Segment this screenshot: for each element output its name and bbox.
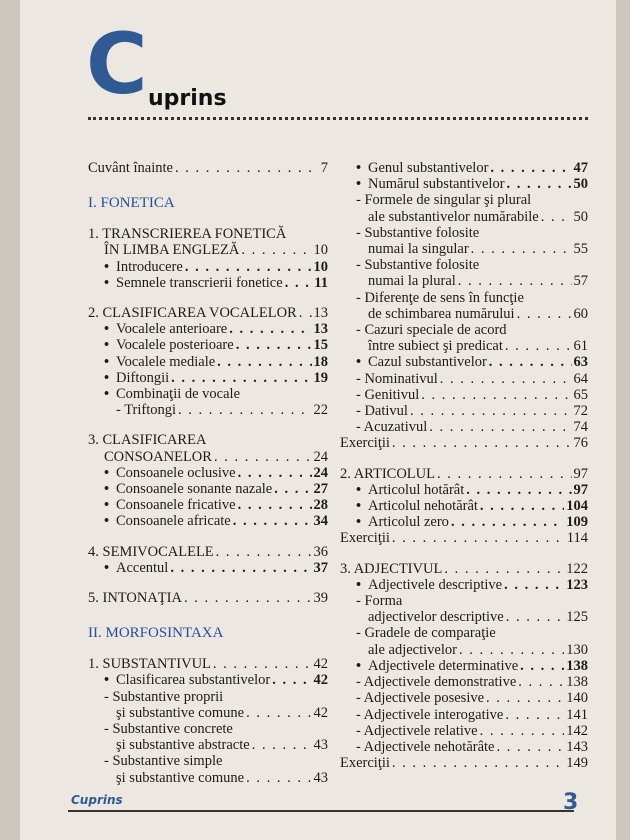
- dot-leader: [506, 609, 565, 625]
- toc-entry: [88, 672, 328, 688]
- toc-entry: [340, 658, 588, 674]
- toc-page-number: 138: [566, 674, 588, 691]
- toc-entry-text: între subiect şi predicat: [368, 338, 503, 355]
- toc-entry-text: Diftongii: [116, 369, 170, 386]
- toc-entry-text: Consoanele africate: [116, 513, 231, 530]
- toc-page-number: 43: [313, 769, 328, 786]
- toc-page-number: 57: [573, 273, 588, 290]
- toc-entry: [340, 354, 588, 370]
- toc-page-number: 11: [314, 274, 328, 291]
- toc-page-number: 138: [566, 657, 588, 674]
- toc-page-number: 109: [566, 514, 588, 531]
- toc-page-number: 130: [566, 641, 588, 658]
- dot-leader: [429, 419, 571, 435]
- toc-entry-text: 3. CLASIFICAREA: [88, 432, 207, 449]
- toc-entry: [340, 739, 588, 755]
- toc-entry-text: I. FONETICA: [88, 195, 175, 212]
- dot-leader: [185, 259, 312, 275]
- bullet-icon: •: [356, 657, 362, 674]
- running-title: Cuprins: [71, 793, 123, 807]
- dot-leader: [458, 273, 572, 289]
- bullet-icon: •: [104, 258, 110, 275]
- dot-leader: [392, 435, 572, 451]
- toc-entry: [88, 737, 328, 753]
- toc-entry-text: Semnele transcrierii fonetice: [116, 274, 283, 291]
- toc-page-number: 34: [313, 513, 328, 530]
- toc-entry-text: 1. SUBSTANTIVUL: [88, 656, 211, 673]
- toc-entry-text: - Adjectivele relative: [356, 722, 478, 739]
- toc-entry-text: Articolul zero: [368, 514, 449, 531]
- toc-entry: [88, 497, 328, 513]
- toc-page-number: 13: [313, 321, 328, 338]
- toc-page-number: 142: [566, 722, 588, 739]
- toc-entry: [340, 466, 588, 482]
- bullet-icon: •: [104, 481, 110, 498]
- dot-leader: [170, 560, 311, 576]
- book-page: [20, 0, 616, 840]
- dot-leader: [241, 242, 311, 258]
- bullet-icon: •: [356, 176, 362, 193]
- dot-leader: [214, 449, 312, 465]
- toc-entry: [340, 225, 588, 241]
- toc-entry: [340, 482, 588, 498]
- toc-entry: [340, 403, 588, 419]
- toc-entry: [88, 449, 328, 465]
- toc-left-column: [88, 160, 328, 786]
- toc-entry: [88, 432, 328, 448]
- toc-page-number: 76: [573, 435, 588, 452]
- toc-entry: [88, 337, 328, 353]
- toc-entry: [340, 273, 588, 289]
- toc-entry: [88, 402, 328, 418]
- bullet-icon: •: [356, 481, 362, 498]
- toc-page-number: 15: [313, 337, 328, 354]
- dot-leader: [213, 656, 312, 672]
- toc-entry-text: II. MORFOSINTAXA: [88, 625, 224, 642]
- toc-entry-text: - Adjectivele posesive: [356, 690, 485, 707]
- toc-entry-text: Clasificarea substantivelor: [116, 672, 271, 689]
- toc-page-number: 42: [313, 672, 328, 689]
- toc-entry-text: Vocalele posterioare: [116, 337, 234, 354]
- toc-entry: [88, 275, 328, 291]
- toc-page-number: 60: [573, 305, 588, 322]
- toc-entry-text: 2. CLASIFICAREA VOCALELOR: [88, 305, 297, 322]
- toc-entry: [88, 753, 328, 769]
- dot-leader: [421, 387, 571, 403]
- toc-page-number: 149: [566, 755, 588, 772]
- page-title: uprins: [148, 86, 227, 111]
- toc-entry-text: - Substantive proprii: [104, 688, 224, 705]
- dot-leader: [392, 530, 565, 546]
- dot-leader: [490, 160, 571, 176]
- toc-entry-text: Combinaţii de vocale: [116, 386, 241, 403]
- toc-entry-text: ÎN LIMBA ENGLEZĂ: [104, 242, 240, 259]
- dot-leader: [444, 561, 564, 577]
- toc-entry: [88, 194, 328, 212]
- toc-page-number: 65: [573, 386, 588, 403]
- bullet-icon: •: [356, 354, 362, 371]
- toc-entry: [340, 192, 588, 208]
- toc-entry-text: şi substantive abstracte: [116, 737, 250, 754]
- toc-entry: [88, 705, 328, 721]
- toc-entry-text: - Adjectivele demonstrative: [356, 674, 517, 691]
- toc-entry: [340, 209, 588, 225]
- toc-entry: [88, 624, 328, 642]
- toc-entry: [340, 530, 588, 546]
- dot-leader: [252, 737, 312, 753]
- bullet-icon: •: [356, 160, 362, 176]
- toc-entry: [340, 241, 588, 257]
- toc-entry-text: Exerciţii: [340, 755, 390, 772]
- toc-page-number: 43: [313, 737, 328, 754]
- toc-page-number: 63: [573, 354, 588, 371]
- toc-entry: [88, 160, 328, 176]
- title-dotted-rule: [88, 117, 588, 120]
- toc-page-number: 37: [313, 559, 328, 576]
- toc-entry-text: - Forma: [356, 593, 403, 610]
- dot-leader: [171, 370, 311, 386]
- toc-entry-text: adjectivelor descriptive: [368, 609, 504, 626]
- toc-entry-text: Articolul nehotărât: [368, 498, 478, 515]
- dot-leader: [507, 176, 572, 192]
- toc-page-number: 36: [313, 543, 328, 560]
- bullet-icon: •: [104, 274, 110, 291]
- toc-entry: [88, 560, 328, 576]
- dot-leader: [178, 402, 311, 418]
- page-number: 3: [563, 790, 579, 815]
- toc-entry-text: şi substantive comune: [116, 769, 245, 786]
- toc-entry-text: - Genitivul: [356, 386, 420, 403]
- toc-entry-text: Accentul: [116, 559, 169, 576]
- bullet-icon: •: [104, 464, 110, 481]
- toc-entry-text: CONSOANELOR: [104, 448, 212, 465]
- dot-leader: [233, 513, 312, 529]
- dot-leader: [518, 674, 564, 690]
- toc-entry-text: - Substantive folosite: [356, 224, 480, 241]
- toc-entry-text: - Adjectivele nehotărâte: [356, 738, 495, 755]
- toc-entry: [340, 176, 588, 192]
- toc-entry: [88, 321, 328, 337]
- toc-entry-text: Articolul hotărât: [368, 481, 465, 498]
- toc-entry: [88, 481, 328, 497]
- toc-page-number: 72: [573, 403, 588, 420]
- dot-leader: [246, 705, 311, 721]
- bullet-icon: •: [356, 576, 362, 593]
- toc-entry-text: Numărul substantivelor: [368, 176, 505, 193]
- dot-leader: [480, 498, 564, 514]
- toc-entry-text: 1. TRANSCRIEREA FONETICĂ: [88, 226, 287, 243]
- dot-leader: [471, 241, 572, 257]
- dot-leader: [238, 465, 312, 481]
- dot-leader: [217, 354, 311, 370]
- toc-entry-text: Exerciţii: [340, 435, 390, 452]
- toc-entry-text: 5. INTONAŢIA: [88, 590, 182, 607]
- toc-page-number: 7: [320, 160, 328, 176]
- toc-page-number: 140: [566, 690, 588, 707]
- toc-page-number: 24: [313, 464, 328, 481]
- toc-page-number: 13: [313, 305, 328, 322]
- toc-page-number: 19: [313, 369, 328, 386]
- dot-leader: [541, 209, 572, 225]
- dot-leader: [299, 305, 312, 321]
- toc-entry-text: 2. ARTICOLUL: [340, 465, 435, 482]
- toc-page-number: 10: [313, 258, 328, 275]
- toc-entry-text: - Acuzativul: [356, 419, 428, 436]
- toc-page-number: 10: [313, 242, 328, 259]
- toc-entry: [340, 577, 588, 593]
- toc-entry-text: Genul substantivelor: [368, 160, 489, 176]
- dot-leader: [517, 306, 572, 322]
- bullet-icon: •: [356, 514, 362, 531]
- toc-page-number: 28: [313, 497, 328, 514]
- toc-page-number: 22: [313, 402, 328, 419]
- toc-page-number: 97: [573, 465, 588, 482]
- toc-page-number: 47: [573, 160, 588, 176]
- toc-entry: [340, 609, 588, 625]
- toc-entry: [88, 386, 328, 402]
- toc-entry-text: Adjectivele descriptive: [368, 576, 503, 593]
- bullet-icon: •: [104, 369, 110, 386]
- dot-leader: [238, 497, 312, 513]
- bullet-icon: •: [104, 386, 110, 403]
- bullet-icon: •: [104, 559, 110, 576]
- toc-entry: [340, 371, 588, 387]
- toc-entry: [88, 242, 328, 258]
- dot-leader: [229, 321, 311, 337]
- toc-entry: [340, 514, 588, 530]
- toc-entry: [88, 721, 328, 737]
- toc-entry-text: Vocalele anterioare: [116, 321, 228, 338]
- dot-leader: [505, 338, 572, 354]
- toc-page-number: 114: [566, 530, 588, 547]
- dot-leader: [216, 544, 312, 560]
- bullet-icon: •: [104, 513, 110, 530]
- toc-right-column: [340, 160, 588, 771]
- dot-leader: [437, 466, 572, 482]
- toc-page-number: 97: [573, 481, 588, 498]
- toc-entry-text: - Triftongi: [116, 402, 177, 419]
- toc-entry: [340, 160, 588, 176]
- toc-entry: [340, 593, 588, 609]
- bullet-icon: •: [356, 498, 362, 515]
- toc-entry: [340, 338, 588, 354]
- toc-page-number: 42: [313, 656, 328, 673]
- toc-entry-text: Cazul substantivelor: [368, 354, 487, 371]
- toc-page-number: 55: [573, 241, 588, 258]
- toc-entry-text: - Adjectivele interogative: [356, 706, 504, 723]
- toc-entry: [340, 625, 588, 641]
- dot-leader: [246, 770, 311, 786]
- toc-entry: [88, 656, 328, 672]
- toc-page-number: 122: [566, 560, 588, 577]
- dot-leader: [392, 755, 564, 771]
- toc-page-number: 74: [573, 419, 588, 436]
- bullet-icon: •: [104, 321, 110, 338]
- dot-leader: [505, 707, 564, 723]
- toc-entry: [340, 690, 588, 706]
- toc-entry-text: numai la plural: [368, 273, 456, 290]
- toc-entry-text: şi substantive comune: [116, 704, 245, 721]
- toc-entry: [88, 305, 328, 321]
- dot-leader: [489, 354, 572, 370]
- toc-entry-text: - Formele de singular şi plural: [356, 192, 532, 209]
- toc-entry: [88, 354, 328, 370]
- dot-leader: [466, 482, 571, 498]
- toc-page-number: 123: [566, 576, 588, 593]
- toc-page-number: 104: [566, 498, 588, 515]
- toc-page-number: 42: [313, 704, 328, 721]
- toc-entry: [340, 707, 588, 723]
- toc-entry: [88, 770, 328, 786]
- toc-entry: [340, 419, 588, 435]
- dot-leader: [236, 337, 312, 353]
- toc-entry: [340, 755, 588, 771]
- toc-entry-text: Consoanele sonante nazale: [116, 481, 273, 498]
- dot-leader: [480, 723, 565, 739]
- dot-leader: [486, 690, 564, 706]
- title-initial: C: [86, 15, 148, 113]
- toc-page-number: 24: [313, 448, 328, 465]
- toc-page-number: 141: [566, 706, 588, 723]
- dot-leader: [285, 275, 313, 291]
- dot-leader: [520, 658, 564, 674]
- toc-entry-text: - Diferenţe de sens în funcţie: [356, 289, 524, 306]
- dot-leader: [410, 403, 572, 419]
- toc-entry: [88, 590, 328, 606]
- toc-entry: [340, 561, 588, 577]
- toc-entry-text: - Gradele de comparaţie: [356, 625, 496, 642]
- toc-entry: [340, 435, 588, 451]
- toc-entry-text: Vocalele mediale: [116, 353, 216, 370]
- dot-leader: [274, 481, 311, 497]
- toc-entry-text: numai la singular: [368, 241, 469, 258]
- toc-entry: [88, 226, 328, 242]
- bullet-icon: •: [104, 353, 110, 370]
- toc-entry-text: - Substantive folosite: [356, 257, 480, 274]
- toc-page-number: 39: [313, 590, 328, 607]
- bullet-icon: •: [104, 337, 110, 354]
- toc-entry-text: 4. SEMIVOCALELE: [88, 543, 214, 560]
- toc-entry-text: Exerciţii: [340, 530, 390, 547]
- toc-entry-text: ale adjectivelor: [368, 641, 457, 658]
- dot-leader: [451, 514, 564, 530]
- toc-entry-text: Cuvânt înainte: [88, 160, 173, 176]
- toc-entry-text: - Nominativul: [356, 370, 438, 387]
- toc-entry: [340, 322, 588, 338]
- dot-leader: [504, 577, 564, 593]
- dot-leader: [459, 642, 564, 658]
- toc-entry: [88, 370, 328, 386]
- dot-leader: [175, 160, 319, 176]
- toc-page-number: 27: [313, 481, 328, 498]
- toc-entry: [340, 387, 588, 403]
- toc-entry-text: - Dativul: [356, 403, 408, 420]
- toc-entry-text: Consoanele fricative: [116, 497, 236, 514]
- footer-rule: [68, 810, 574, 812]
- toc-entry-text: Consoanele oclusive: [116, 464, 236, 481]
- toc-entry-text: - Cazuri speciale de acord: [356, 322, 507, 339]
- toc-page-number: 125: [566, 609, 588, 626]
- toc-entry-text: - Substantive simple: [104, 753, 223, 770]
- bullet-icon: •: [104, 672, 110, 689]
- toc-entry: [340, 723, 588, 739]
- toc-page-number: 64: [573, 370, 588, 387]
- toc-entry: [88, 259, 328, 275]
- toc-entry: [88, 689, 328, 705]
- toc-entry: [340, 498, 588, 514]
- toc-entry: [340, 642, 588, 658]
- toc-entry: [88, 513, 328, 529]
- toc-page-number: 143: [566, 738, 588, 755]
- dot-leader: [184, 590, 312, 606]
- toc-entry-text: Adjectivele determinative: [368, 657, 519, 674]
- toc-entry-text: de schimbarea numărului: [368, 305, 515, 322]
- dot-leader: [440, 371, 572, 387]
- toc-page-number: 50: [573, 208, 588, 225]
- toc-entry: [340, 257, 588, 273]
- toc-entry: [88, 465, 328, 481]
- toc-page-number: 18: [313, 353, 328, 370]
- toc-entry: [340, 674, 588, 690]
- toc-entry: [340, 306, 588, 322]
- bullet-icon: •: [104, 497, 110, 514]
- toc-entry-text: 3. ADJECTIVUL: [340, 560, 443, 577]
- dot-leader: [497, 739, 565, 755]
- toc-entry: [88, 544, 328, 560]
- toc-entry: [340, 290, 588, 306]
- toc-page-number: 50: [573, 176, 588, 193]
- dot-leader: [272, 672, 311, 688]
- toc-page-number: 61: [573, 338, 588, 355]
- toc-entry-text: - Substantive concrete: [104, 721, 233, 738]
- toc-entry-text: ale substantivelor numărabile: [368, 208, 539, 225]
- toc-entry-text: Introducere: [116, 258, 183, 275]
